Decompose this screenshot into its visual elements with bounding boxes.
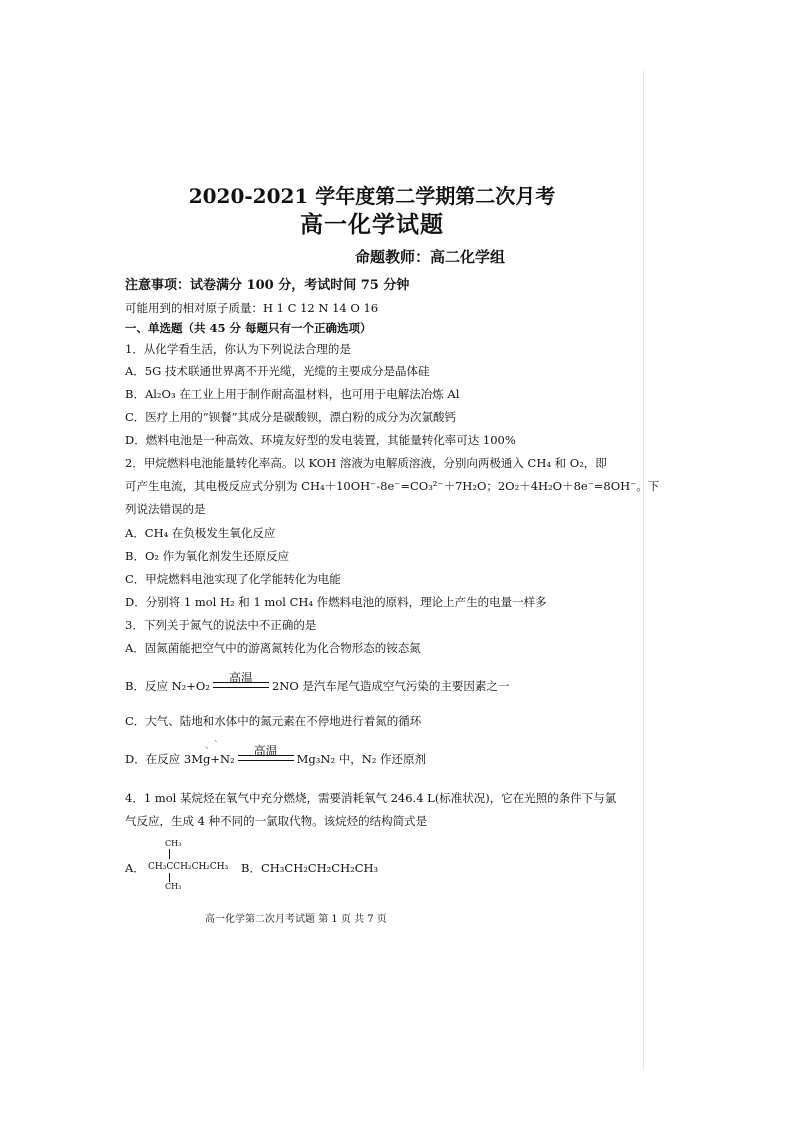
atomic-masses: 可能用到的相对原子质量：H 1 C 12 N 14 O 16 [125,301,379,315]
q4-option-a-label: A． [125,861,145,875]
q4-option-b: B．CH₃CH₂CH₂CH₂CH₃ [241,861,379,875]
author-line: 命题教师：高二化学组 [355,248,506,266]
section-heading: 一、单选题（共 45 分 每题只有一个正确选项） [125,321,372,335]
q1-option-c: C．医疗上用的“钡餐”其成分是碳酸钡，漂白粉的成分为次氯酸钙 [125,410,457,424]
q4-bond-bottom [169,873,170,882]
notice: 注意事项：试卷满分 100 分，考试时间 75 分钟 [125,278,410,293]
q1-option-d: D．燃料电池是一种高效、环境友好型的发电装置，其能量转化率可达 100% [125,433,516,447]
exam-title-line2: 高一化学试题 [300,211,444,238]
q1-stem: 1．从化学看生活，你认为下列说法合理的是 [125,342,351,356]
q3-option-d [125,744,427,766]
reaction-condition-b: 高温 [228,671,253,685]
q3-option-a: A．固氮菌能把空气中的游离氮转化为化合物形态的铵态氮 [125,641,421,655]
q3-option-b-reactants: B．反应 N₂+O₂ [125,679,210,693]
q4-option-a-main-chain: CH₃CCH₂CH₂CH₃ [148,862,229,872]
q3-option-b [125,671,510,693]
scan-speck: 、` [205,741,219,751]
q2-option-c: C．甲烷燃料电池实现了化学能转化为电能 [125,572,341,586]
q4-stem-line2: 气反应，生成 4 种不同的一氯取代物。该烷烃的结构简式是 [125,814,428,828]
q3-option-b-products: 2NO 是汽车尾气造成空气污染的主要因素之一 [271,679,510,693]
q1-option-a: A．5G 技术联通世界离不开光缆，光缆的主要成分是晶体硅 [125,364,430,378]
q3-option-d-reactants: D．在反应 3Mg+N₂ [125,752,235,766]
q4-stem-line1: 4．1 mol 某烷烃在氧气中充分燃烧，需要消耗氧气 246.4 L(标准状况)，它在光照的条件下与氯 [125,791,617,805]
q3-option-c: C．大气、陆地和水体中的氮元素在不停地进行着氮的循环 [125,714,422,728]
q4-bond-top [169,849,170,859]
q2-option-a: A．CH₄ 在负极发生氧化反应 [125,526,276,540]
q2-stem-line2: 可产生电流，其电极反应式分别为 CH₄＋10OH⁻-8e⁻=CO₃²⁻＋7H₂O；2O₂＋4H₂O＋8e⁻=8OH⁻。下 [125,479,660,493]
q2-option-b: B．O₂ 作为氧化剂发生还原反应 [125,549,290,563]
reaction-condition-d: 高温 [253,744,278,758]
q3-option-d-products: Mg₃N₂ 中，N₂ 作还原剂 [296,752,427,766]
q4-option-a-methyl-top: CH₃ [165,839,182,848]
q2-stem-line3: 列说法错误的是 [125,502,206,516]
q4-option-a-methyl-bottom: CH₃ [165,882,182,891]
q1-option-b: B．Al₂O₃ 在工业上用于制作耐高温材料，也可用于电解法冶炼 Al [125,387,460,401]
q2-stem-line1: 2．甲烷燃料电池能量转化率高。以 KOH 溶液为电解质溶液，分别向两极通入 CH₄ 和 O₂，即 [125,456,607,470]
page-footer: 高一化学第二次月考试题 第 1 页 共 7 页 [205,914,387,925]
exam-title-line1: 2020-2021 学年度第二学期第二次月考 [188,184,556,208]
reaction-arrow-b [213,671,269,693]
q3-stem: 3．下列关于氮气的说法中不正确的是 [125,618,317,632]
q2-option-d: D．分别将 1 mol H₂ 和 1 mol CH₄ 作燃料电池的原料，理论上产生的电量一样多 [125,595,547,609]
reaction-arrow-d [238,744,294,766]
